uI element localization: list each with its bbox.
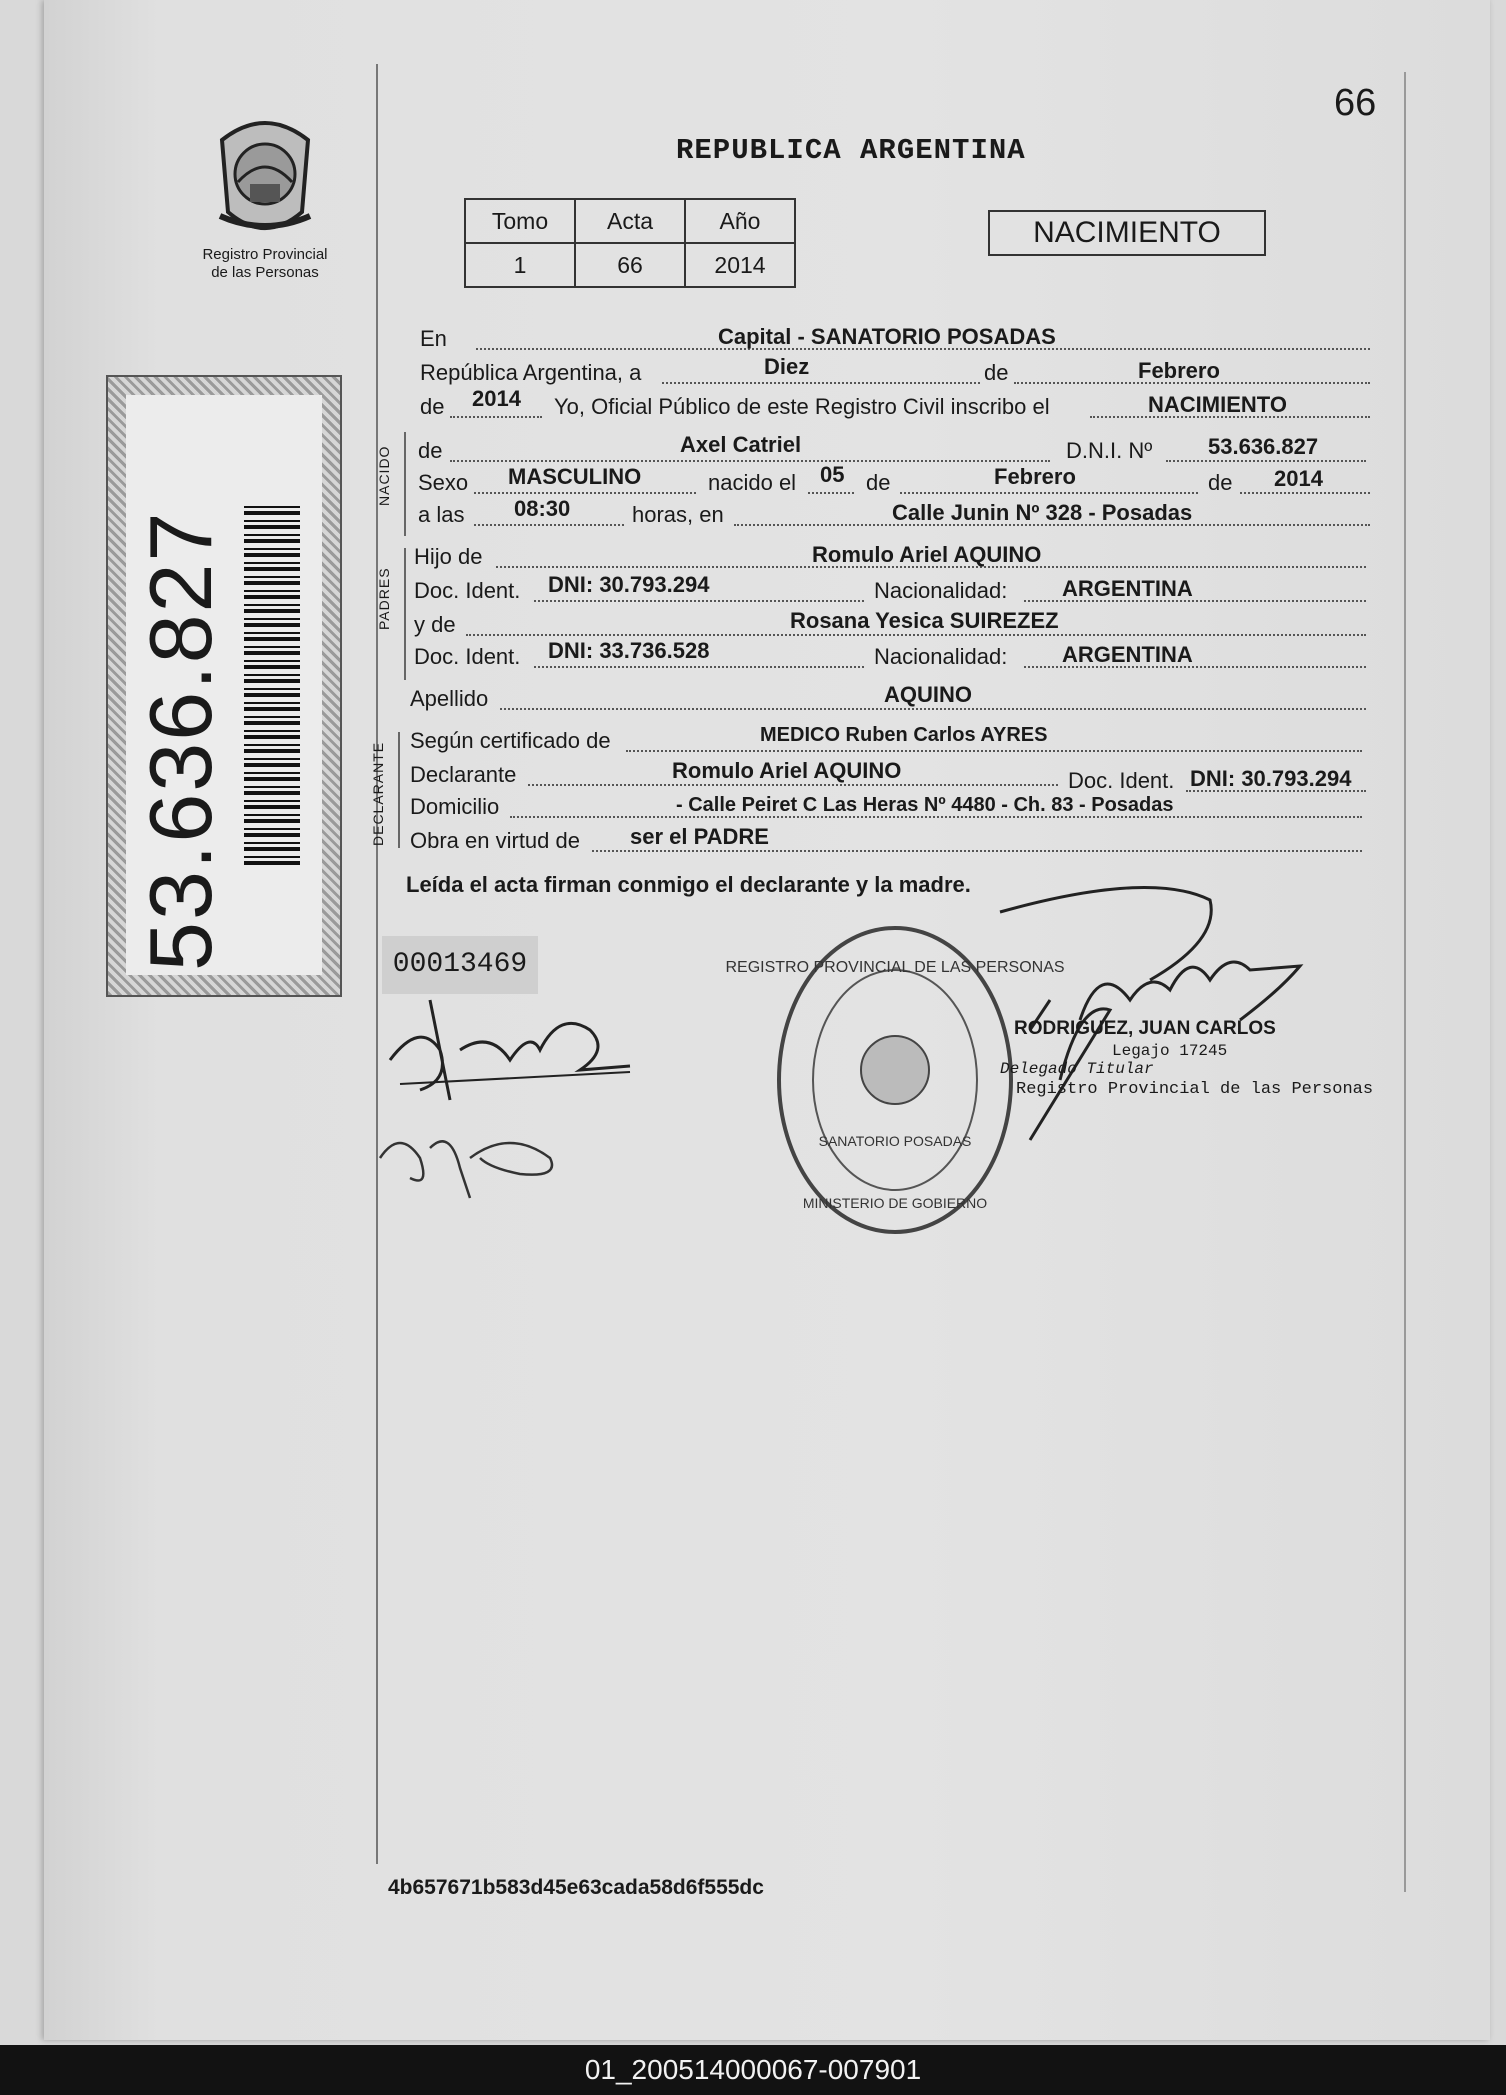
value-tipo: NACIMIENTO [1148, 392, 1287, 417]
label-horas-en: horas, en [632, 502, 724, 527]
line-apellido [0, 682, 1506, 716]
label-nac-padre: Nacionalidad: [874, 578, 1008, 603]
value-domicilio: - Calle Peiret C Las Heras Nº 4480 - Ch. 83 - Posadas [676, 794, 1174, 816]
mother-signature-icon [370, 1118, 570, 1208]
line-madre [0, 608, 1506, 642]
line-madre-doc [0, 638, 1506, 674]
value-en: Capital - SANATORIO POSADAS [718, 324, 1056, 349]
section-label-padres: PADRES [376, 567, 392, 630]
label-sexo: Sexo [418, 470, 469, 495]
line-fecha [0, 354, 1506, 390]
label-declarante: Declarante [410, 762, 517, 787]
value-obra: ser el PADRE [630, 824, 769, 849]
section-label-nacido: NACIDO [376, 445, 392, 506]
official-signature-icon [990, 880, 1350, 1140]
value-mes: Febrero [1138, 358, 1220, 383]
value-apellido: AQUINO [884, 682, 972, 707]
value-nac-madre: ARGENTINA [1062, 642, 1193, 667]
value-dia-nac: 05 [820, 462, 845, 487]
label-doc-declarante: Doc. Ident. [1068, 768, 1175, 793]
value-certificado: MEDICO Ruben Carlos AYRES [760, 724, 1048, 746]
label-de-mes-nac: de [866, 470, 891, 495]
seal-inner-text: SANATORIO POSADAS [818, 1133, 972, 1149]
value-dni: 53.636.827 [1208, 434, 1319, 459]
label-en: En [420, 326, 447, 351]
official-seal-icon [725, 920, 1065, 1240]
line-declarante [0, 758, 1506, 793]
line-padre [0, 544, 1506, 574]
value-dia: Diez [764, 354, 810, 379]
line-sexo [0, 462, 1506, 500]
section-label-declarante: DECLARANTE [370, 741, 386, 846]
serial-stamp: 00013469 [382, 936, 538, 994]
label-a-las: a las [418, 502, 465, 527]
label-de-mes: de [984, 360, 1009, 385]
label-apellido: Apellido [410, 686, 489, 711]
header-tomo: Tomo [465, 199, 575, 243]
label-domicilio: Domicilio [410, 794, 500, 819]
header-acta: Acta [575, 199, 685, 243]
value-lugar: Calle Junin Nº 328 - Posadas [892, 500, 1193, 525]
value-doc-padre: DNI: 30.793.294 [548, 572, 710, 597]
label-nac-madre: Nacionalidad: [874, 644, 1008, 669]
line-en [0, 326, 1506, 356]
value-hora: 08:30 [514, 496, 571, 521]
seal-outer-text: REGISTRO PROVINCIAL DE LAS PERSONAS [725, 959, 1065, 976]
official-registro: Registro Provincial de las Personas [1016, 1080, 1374, 1099]
registry-line-2: de las Personas [211, 264, 319, 281]
value-tomo: 1 [465, 243, 575, 287]
closing-text: Leída el acta firman conmigo el declarante y la madre. [406, 872, 971, 897]
official-legajo: Legajo 17245 [1112, 1042, 1228, 1060]
official-cargo: Delegado Titular [1000, 1060, 1154, 1078]
footer-id-bar: 01_200514000067-007901 [0, 2045, 1506, 2095]
value-declarante: Romulo Ariel AQUINO [672, 758, 902, 783]
barcode-number: 53.636.827 [131, 510, 230, 971]
label-de-anio: de [420, 394, 445, 419]
value-anio: 2014 [685, 243, 795, 287]
value-nac-padre: ARGENTINA [1062, 576, 1193, 601]
declarant-signature-icon [380, 990, 640, 1110]
line-domicilio [0, 794, 1506, 824]
value-mes-nac: Febrero [994, 464, 1076, 489]
registry-line-1: Registro Provincial [202, 246, 328, 263]
label-doc-madre: Doc. Ident. [414, 644, 521, 669]
act-type-box: NACIMIENTO [988, 210, 1266, 256]
label-obra: Obra en virtud de [410, 828, 580, 853]
value-anio: 2014 [472, 386, 521, 411]
label-hijo-de: Hijo de [414, 544, 483, 569]
label-y-de: y de [414, 612, 456, 637]
line-hora [0, 496, 1506, 532]
header-anio: Año [685, 199, 795, 243]
value-nombre: Axel Catriel [680, 432, 802, 457]
label-nacido-el: nacido el [708, 470, 797, 495]
label-de-anio-nac: de [1208, 470, 1233, 495]
label-republica: República Argentina, a [420, 360, 642, 385]
label-certificado: Según certificado de [410, 728, 611, 753]
value-padre: Romulo Ariel AQUINO [812, 542, 1042, 567]
value-doc-declarante: DNI: 30.793.294 [1190, 766, 1352, 791]
official-name: RODRIGUEZ, JUAN CARLOS [1014, 1018, 1276, 1039]
page-number: 66 [1334, 82, 1377, 124]
value-madre: Rosana Yesica SUIREZEZ [790, 608, 1059, 633]
seal-bottom-text: MINISTERIO DE GOBIERNO [802, 1195, 988, 1211]
document-hash: 4b657671b583d45e63cada58d6f555dc [388, 1876, 764, 1899]
value-sexo: MASCULINO [508, 464, 642, 489]
label-dni: D.N.I. Nº [1066, 438, 1153, 463]
value-acta: 66 [575, 243, 685, 287]
line-nombre [0, 432, 1506, 468]
value-anio-nac: 2014 [1274, 466, 1323, 491]
line-anio [0, 386, 1506, 424]
document-title: REPUBLICA ARGENTINA [676, 134, 1026, 167]
value-doc-madre: DNI: 33.736.528 [548, 638, 710, 663]
dots-doc-declarante [1186, 768, 1366, 792]
label-de-nombre: de [418, 438, 443, 463]
dots-dia [662, 360, 980, 384]
label-inscribo: Yo, Oficial Público de este Registro Civil inscribo el [554, 394, 1050, 419]
line-certificado [0, 724, 1506, 758]
line-obra [0, 824, 1506, 858]
label-doc-padre: Doc. Ident. [414, 578, 521, 603]
